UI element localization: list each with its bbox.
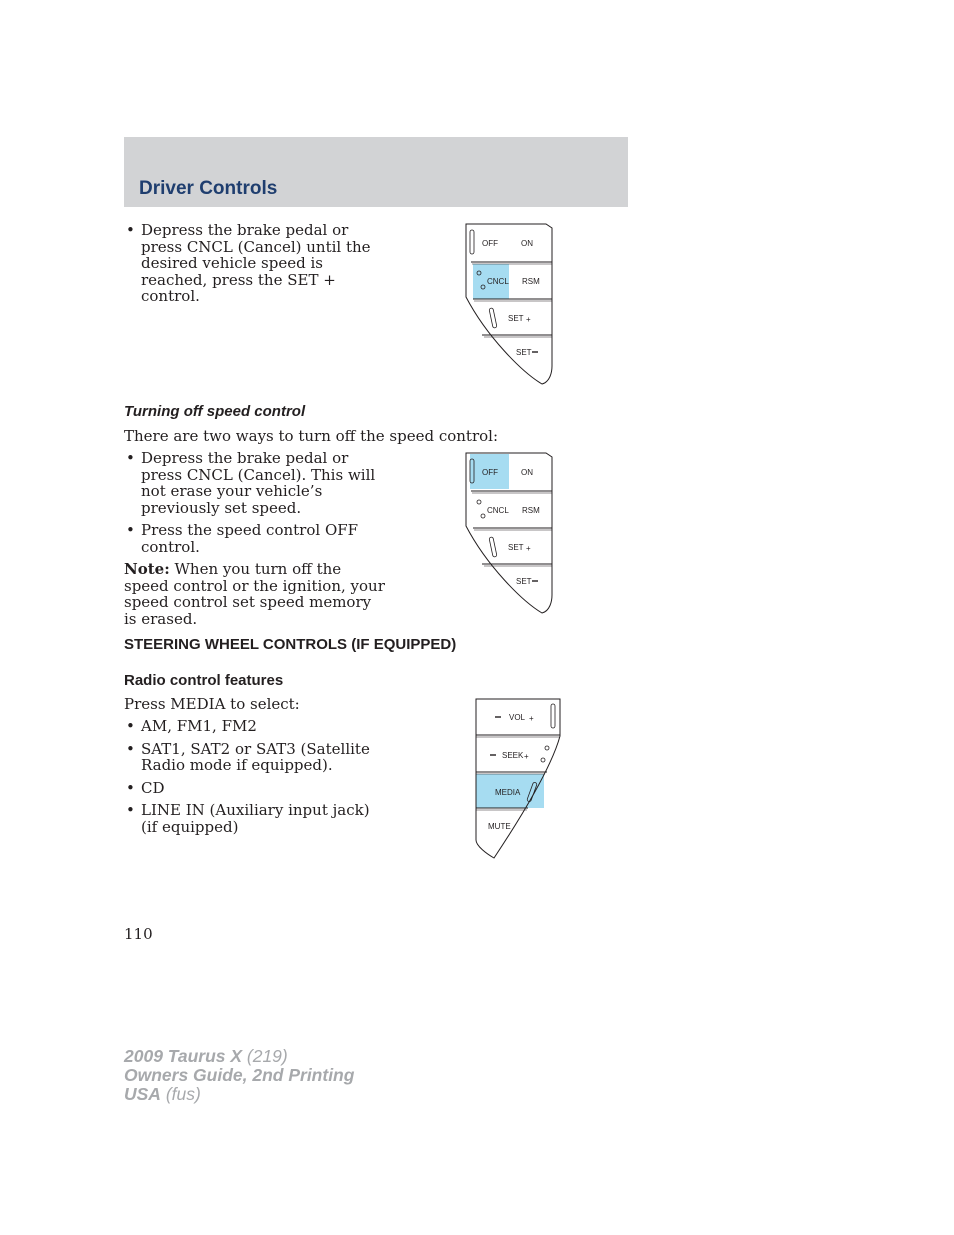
note-label: Note: <box>124 560 170 578</box>
speed-control-diagram-off <box>462 451 556 617</box>
plus-icon: + <box>526 315 531 324</box>
seek-plus-icon: + <box>524 752 529 761</box>
radio-intro: Press MEDIA to select: <box>124 695 300 713</box>
list-item: • Depress the brake pedal or press CNCL (Cancel) until the desired vehicle speed is reached, press the SET + control. <box>124 222 374 305</box>
off-label: OFF <box>482 239 498 248</box>
footer-imprint <box>124 1047 354 1104</box>
media-bullet-list <box>124 718 386 841</box>
footer-edition: Owners Guide, 2nd Printing <box>124 1065 355 1085</box>
radio-features-title: Radio control features <box>124 672 284 689</box>
cncl-label: CNCL <box>487 506 509 515</box>
list-item: • CD <box>124 780 386 797</box>
set-plus-label: SET <box>508 543 524 552</box>
note-paragraph <box>124 561 386 627</box>
footer-market: USA <box>124 1084 161 1104</box>
on-label: ON <box>521 239 533 248</box>
list-item: • AM, FM1, FM2 <box>124 718 386 735</box>
footer-model-code: (219) <box>242 1046 288 1066</box>
footer-model: 2009 Taurus X <box>124 1046 243 1066</box>
turning-off-bullet-list <box>124 450 386 561</box>
turning-off-intro: There are two ways to turn off the speed control: <box>124 427 499 445</box>
rsm-label: RSM <box>522 506 540 515</box>
set-minus-label: SET <box>516 348 532 357</box>
vol-label: VOL <box>509 713 526 722</box>
cancel-bullet-list <box>124 222 374 311</box>
set-minus-label: SET <box>516 577 532 586</box>
note-text: When you turn off the speed control or the ignition, your speed control set speed memory is erased. <box>124 560 385 628</box>
page-number: 110 <box>124 925 153 943</box>
set-plus-label: SET <box>508 314 524 323</box>
turning-off-title: Turning off speed control <box>124 403 306 420</box>
radio-control-diagram <box>472 696 564 862</box>
steering-section-title: STEERING WHEEL CONTROLS (IF EQUIPPED) <box>124 636 457 653</box>
off-label: OFF <box>482 468 498 477</box>
list-item: • SAT1, SAT2 or SAT3 (Satellite Radio mode if equipped). <box>124 741 386 774</box>
seek-label: SEEK <box>502 751 524 760</box>
speed-control-diagram-cncl <box>462 222 556 388</box>
vol-plus-icon: + <box>529 714 534 723</box>
list-item: • Depress the brake pedal or press CNCL (Cancel). This will not erase your vehicle’s previously set speed. <box>124 450 386 516</box>
list-item: • LINE IN (Auxiliary input jack) (if equipped) <box>124 802 386 835</box>
rsm-label: RSM <box>522 277 540 286</box>
footer-market-code: (fus) <box>160 1084 201 1104</box>
on-label: ON <box>521 468 533 477</box>
media-label: MEDIA <box>495 788 521 797</box>
page-title: Driver Controls <box>139 178 278 199</box>
cncl-label: CNCL <box>487 277 509 286</box>
mute-label: MUTE <box>488 822 511 831</box>
list-item: • Press the speed control OFF control. <box>124 522 386 555</box>
plus-icon: + <box>526 544 531 553</box>
